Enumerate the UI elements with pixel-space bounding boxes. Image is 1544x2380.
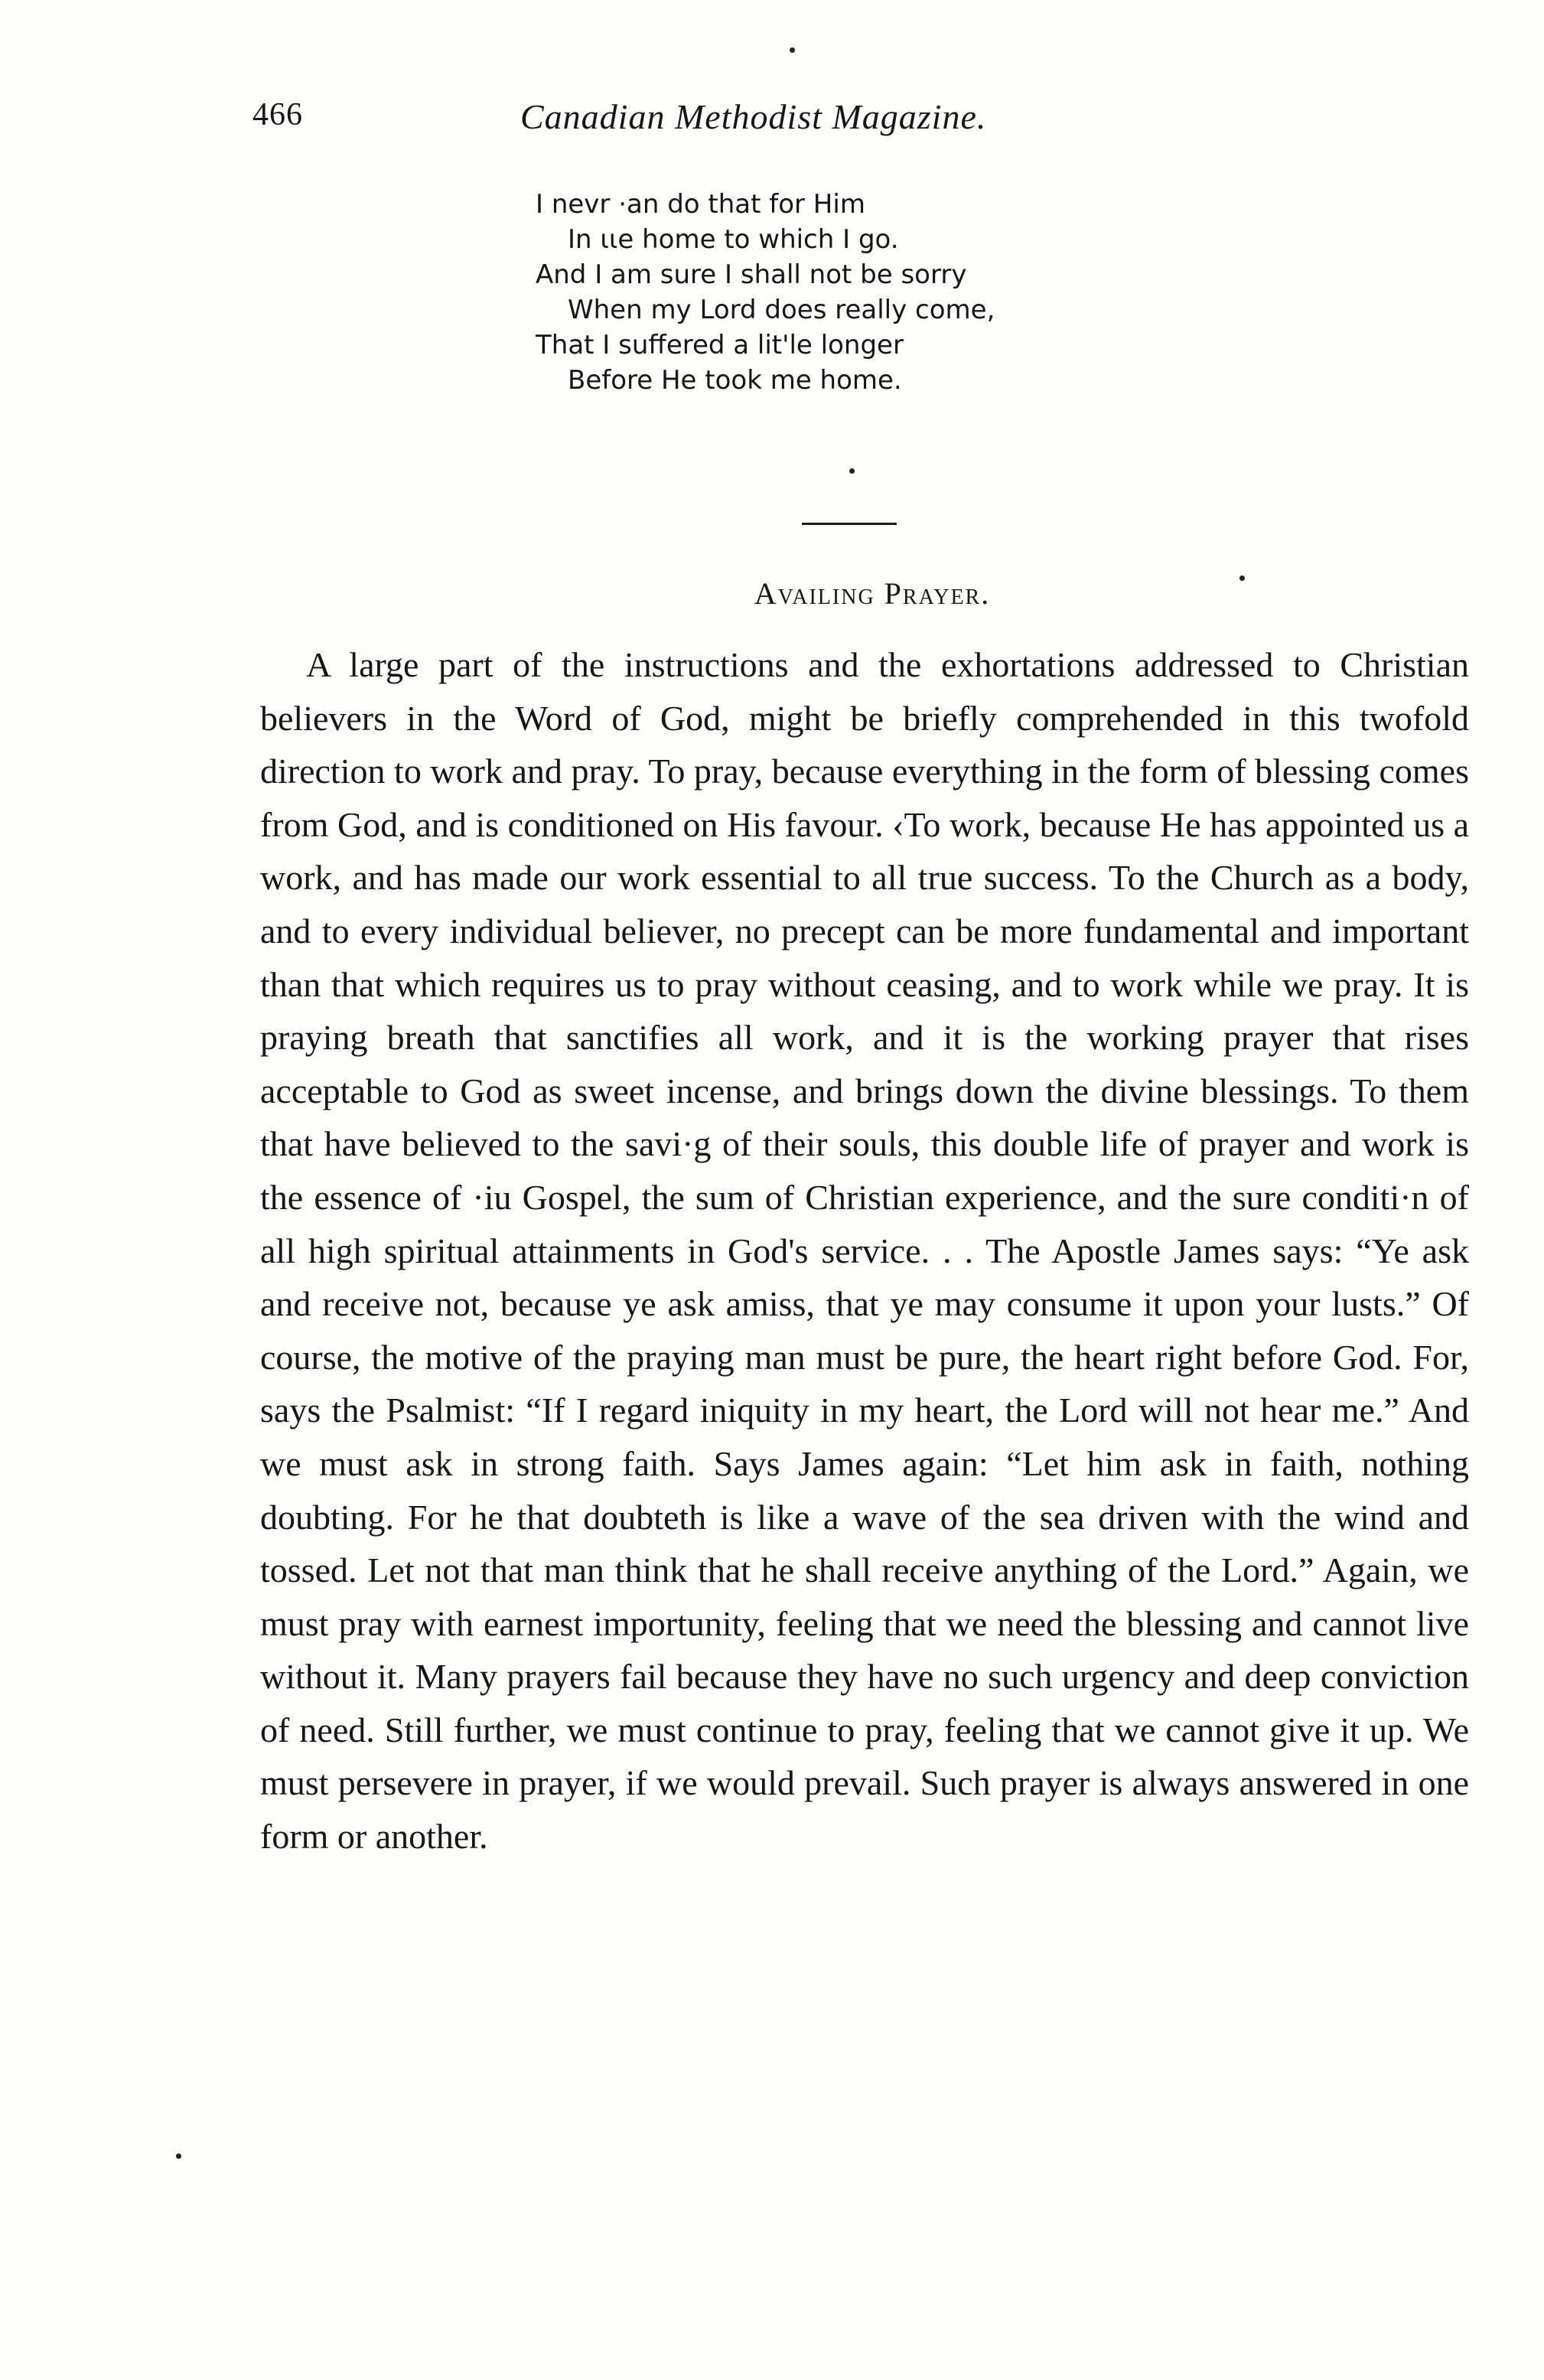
print-speck (176, 2153, 181, 2159)
poem-line: When my Lord does really come, (568, 295, 995, 325)
poem-line: I nevr ·an do that for Him (536, 189, 865, 220)
poem-line: That I suffered a lit'le longer (536, 330, 904, 360)
section-heading: Availing Prayer. (754, 576, 991, 611)
print-speck (790, 47, 795, 53)
running-title: Canadian Methodist Magazine. (520, 97, 987, 136)
poem-line: Before He took me home. (568, 365, 902, 396)
poem-line: And I am sure I shall not be sorry (536, 259, 967, 290)
poem-line: In ιιe home to which I go. (568, 224, 899, 255)
print-speck (849, 468, 855, 474)
poem-stanza (536, 187, 995, 398)
page-header (252, 96, 1177, 158)
print-speck (1239, 575, 1245, 581)
section-divider (802, 523, 897, 525)
page-number: 466 (252, 97, 303, 132)
body-paragraph: A large part of the instructions and the exhortations addressed to Christian believers in the Word of God, might be briefly comprehended in this twofold direction to work and pray. To pray, because everything in the form of blessing comes from God, and is conditioned on His favour. ‹To work, because He has appointed us a work, and has made our work essential to all true success. To the Church as a body, and to every individual believer, no precept can be more fundamental and important than that which requires us to pray without ceasing, and to work while we pray. It is praying breath that sanctifies all work, and it is the working prayer that rises acceptable to God as sweet incense, and brings down the divine blessings. To them that have believed to the savi·g of their souls, this double life of prayer and work is the essence of ·iu Gospel, the sum of Christian experience, and the sure conditi·n of all high spiritual attainments in God's service. . . The Apostle James says: “Ye ask and receive not, because ye ask amiss, that ye may consume it upon your lusts.” Of course, the motive of the praying man must be pure, the heart right before God. For, says the Psalmist: “If I regard iniquity in my heart, the Lord will not hear me.” And we must ask in strong faith. Says James again: “Let him ask in faith, nothing doubting. For he that doubteth is like a wave of the sea driven with the wind and tossed. Let not that man think that he shall receive anything of the Lord.” Again, we must pray with earnest importunity, feeling that we need the blessing and cannot live without it. Many prayers fail because they have no such urgency and deep conviction of need. Still further, we must continue to pray, feeling that we cannot give it up. We must persevere in prayer, if we would prevail. Such prayer is always answered in one form or another. (260, 645, 1469, 1857)
